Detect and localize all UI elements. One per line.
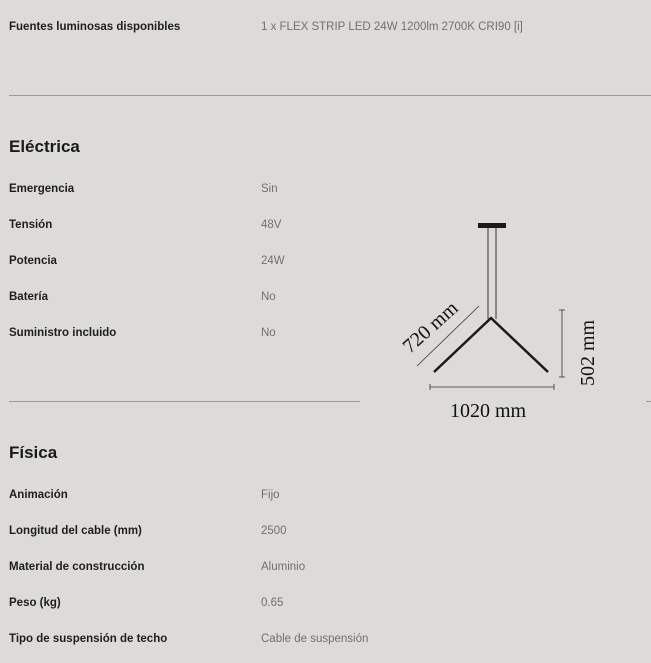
lamp-arms xyxy=(434,318,548,372)
spec-value[interactable]: 1 x FLEX STRIP LED 24W 1200lm 2700K CRI90 [i] xyxy=(261,21,523,33)
spec-value: Sin xyxy=(261,183,278,195)
spec-label: Emergencia xyxy=(9,183,75,195)
spec-row-animacion xyxy=(9,485,280,505)
spec-label: Potencia xyxy=(9,255,57,267)
height-label: 502 mm xyxy=(577,319,599,386)
spec-label: Tensión xyxy=(9,219,53,231)
section-divider-end xyxy=(646,401,651,402)
spec-value: 24W xyxy=(261,255,285,267)
spec-label: Suministro incluido xyxy=(9,327,117,339)
section-title-fisica: Física xyxy=(9,443,58,462)
section-divider xyxy=(9,95,651,96)
spec-label: Material de construcción xyxy=(9,561,145,573)
section-divider xyxy=(9,401,360,402)
width-label: 1020 mm xyxy=(449,400,527,422)
spec-row-light-sources xyxy=(9,17,523,37)
spec-row-tension xyxy=(9,215,281,235)
spec-value: 48V xyxy=(261,219,282,231)
spec-row-suspension xyxy=(9,629,368,649)
spec-row-potencia xyxy=(9,251,285,271)
spec-row-suministro xyxy=(9,323,276,343)
ceiling-canopy xyxy=(478,223,506,228)
spec-value: 0.65 xyxy=(261,597,284,609)
spec-label: Fuentes luminosas disponibles xyxy=(9,21,181,33)
spec-value: Cable de suspensión xyxy=(261,633,369,645)
spec-value: 2500 xyxy=(261,525,287,537)
lamp-dimension-diagram xyxy=(380,212,620,427)
spec-label: Longitud del cable (mm) xyxy=(9,525,142,537)
arm-length-label: 720 mm xyxy=(398,297,463,358)
spec-value: Fijo xyxy=(261,489,280,501)
spec-row-bateria xyxy=(9,287,276,307)
spec-label: Animación xyxy=(9,489,68,501)
spec-value: No xyxy=(261,291,276,303)
spec-label: Tipo de suspensión de techo xyxy=(9,633,168,645)
spec-value: Aluminio xyxy=(261,561,306,573)
spec-value: No xyxy=(261,327,276,339)
spec-row-peso xyxy=(9,593,283,613)
spec-row-material xyxy=(9,557,305,577)
spec-label: Peso (kg) xyxy=(9,597,61,609)
spec-row-longitud-cable xyxy=(9,521,287,541)
spec-row-emergencia xyxy=(9,179,278,199)
spec-label: Batería xyxy=(9,291,48,303)
section-title-electrica: Eléctrica xyxy=(9,137,80,156)
